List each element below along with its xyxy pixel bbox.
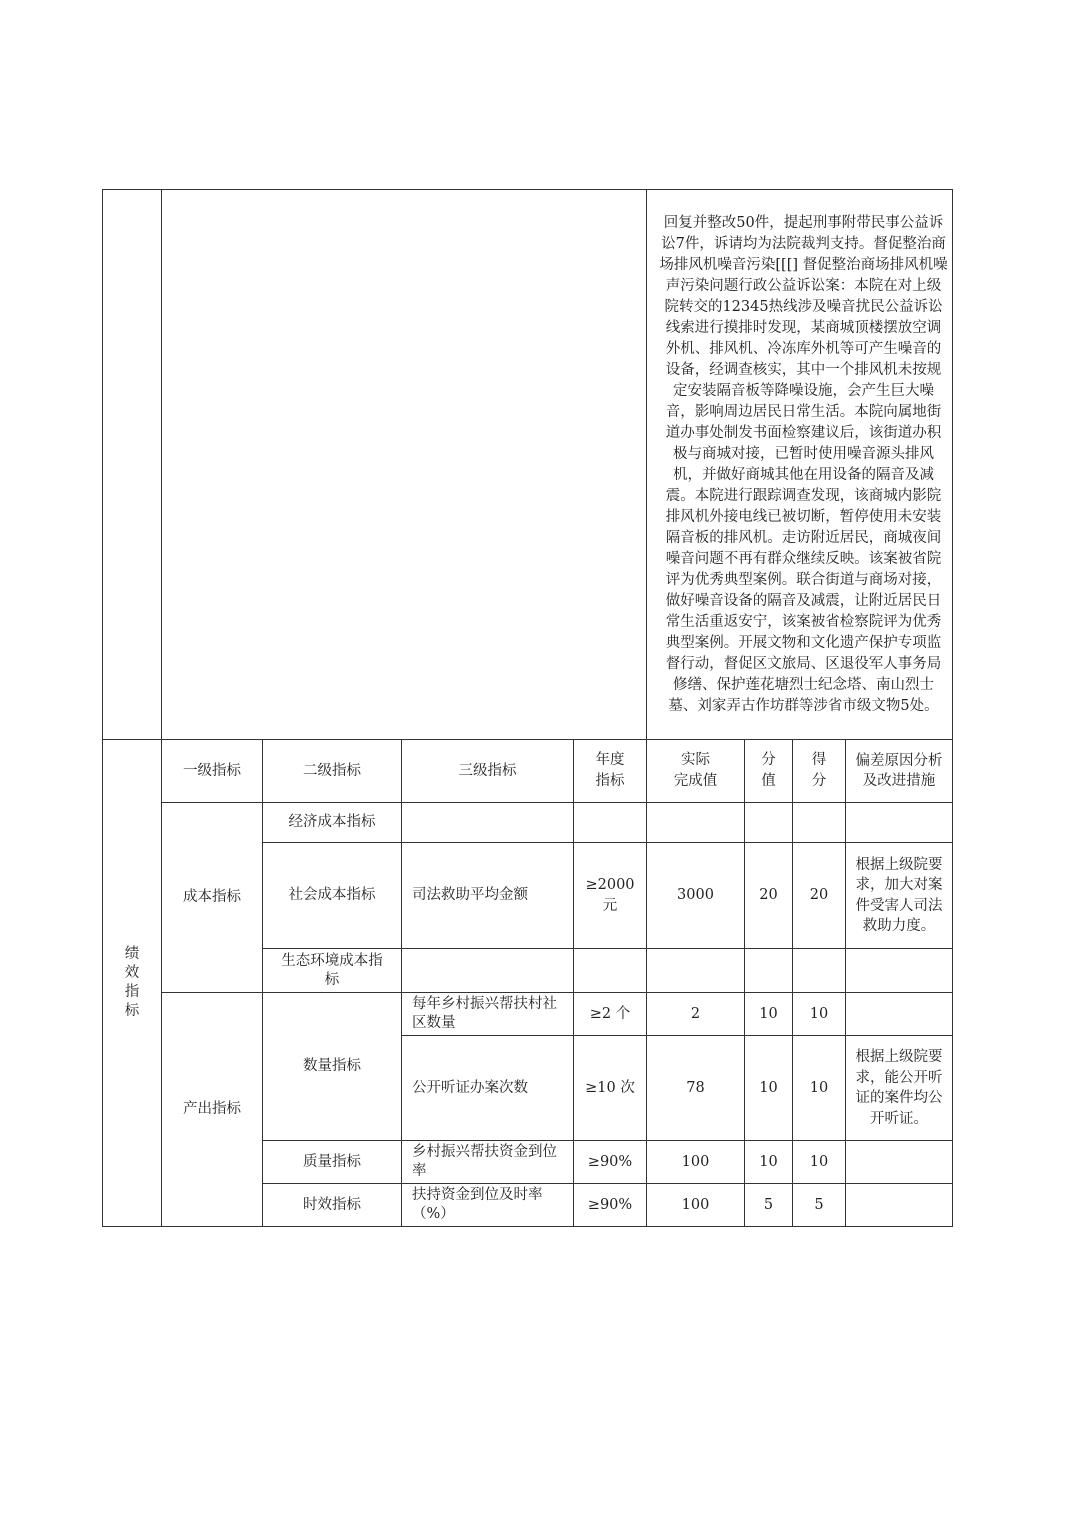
level3-cell: 扶持资金到位及时率（%） — [402, 1184, 574, 1227]
header-score-value: 分 值 — [745, 740, 793, 803]
empty-cell — [162, 190, 647, 740]
empty-cell — [745, 803, 793, 843]
header-score-obtained: 得 分 — [793, 740, 846, 803]
empty-cell — [402, 803, 574, 843]
section-label-char: 指 — [124, 984, 140, 1000]
header-actual-value: 实际 完成值 — [647, 740, 745, 803]
table-row — [103, 803, 953, 843]
annual-target-cell: ≥2000 元 — [574, 843, 647, 949]
empty-cell — [574, 803, 647, 843]
score-value-cell: 10 — [745, 1141, 793, 1184]
empty-cell — [745, 949, 793, 993]
score-obtained-cell: 20 — [793, 843, 846, 949]
empty-cell — [647, 803, 745, 843]
level1-output: 产出指标 — [162, 993, 263, 1227]
empty-cell — [846, 993, 953, 1036]
annual-target-cell: ≥10 次 — [574, 1036, 647, 1141]
narrative-cell — [647, 190, 953, 740]
section-label-char: 绩 — [124, 946, 140, 962]
score-obtained-cell: 10 — [793, 993, 846, 1036]
empty-cell — [647, 949, 745, 993]
empty-cell — [402, 949, 574, 993]
section-label-char: 标 — [124, 1003, 140, 1019]
level2-quality: 质量指标 — [263, 1141, 402, 1184]
score-value-cell: 20 — [745, 843, 793, 949]
score-value-cell: 10 — [745, 1036, 793, 1141]
table-row — [103, 993, 953, 1036]
deviation-cell: 根据上级院要求，能公开听证的案件均公开听证。 — [846, 1036, 953, 1141]
annual-target-cell: ≥90% — [574, 1184, 647, 1227]
annual-target-cell: ≥90% — [574, 1141, 647, 1184]
narrative-row — [103, 190, 953, 740]
annual-target-cell: ≥2 个 — [574, 993, 647, 1036]
header-level2: 二级指标 — [263, 740, 402, 803]
level1-cost: 成本指标 — [162, 803, 263, 993]
score-obtained-cell: 10 — [793, 1141, 846, 1184]
level3-cell: 司法救助平均金额 — [402, 843, 574, 949]
deviation-cell: 根据上级院要求，加大对案件受害人司法救助力度。 — [846, 843, 953, 949]
score-obtained-cell: 10 — [793, 1036, 846, 1141]
header-annual-target: 年度 指标 — [574, 740, 647, 803]
level2-social-cost: 社会成本指标 — [263, 843, 402, 949]
empty-cell — [846, 1184, 953, 1227]
actual-value-cell: 78 — [647, 1036, 745, 1141]
actual-value-cell: 100 — [647, 1141, 745, 1184]
empty-cell — [846, 803, 953, 843]
score-value-cell: 5 — [745, 1184, 793, 1227]
section-label-char: 效 — [124, 965, 140, 981]
level3-cell: 公开听证办案次数 — [402, 1036, 574, 1141]
section-label — [103, 740, 162, 1227]
actual-value-cell: 3000 — [647, 843, 745, 949]
level2-timeliness: 时效指标 — [263, 1184, 402, 1227]
empty-cell — [846, 949, 953, 993]
empty-cell — [793, 949, 846, 993]
level2-eco-cost: 生态环境成本指 标 — [263, 949, 402, 993]
score-value-cell: 10 — [745, 993, 793, 1036]
narrative-text: 回复并整改50件，提起刑事附带民事公益诉讼7件，诉请均为法院裁判支持。督促整治商场排风机噪音污染[[[] 督促整治商场排风机噪声污染问题行政公益诉讼案：本院在对上级院转交的12345热线涉及噪音扰民公益诉讼线索进行摸排时发现，某商城顶楼摆放空调外机、排风机、冷冻库外机等可产生噪音的设备，经调查核实，其中一个排风机未按规定安装隔音板等降噪设施，会产生巨大噪音，影响周边居民日常生活。本院向属地街道办事处制发书面检察建议后，该街道办积极与商城对接，已暂时使用噪音源头排风机，并做好商城其他在用设备的隔音及减震。本院进行跟踪调查发现，该商城内影院排风机外接电线已被切断，暂停使用未安装隔音板的排风机。走访附近居民，商城夜间噪音问题不再有群众继续反映。该案被省院评为优秀典型案例。联合街道与商场对接，做好噪音设备的隔音及减震，让附近居民日常生活重返安宁，该案被省检察院评为优秀典型案例。开展文物和文化遗产保护专项监督行动，督促区文旅局、区退役军人事务局修缮、保护莲花塘烈士纪念塔、南山烈士墓、刘家弄古作坊群等涉省市级文物5处。 — [659, 214, 948, 714]
empty-cell — [103, 190, 162, 740]
level3-cell: 乡村振兴帮扶资金到位率 — [402, 1141, 574, 1184]
level2-quantity: 数量指标 — [263, 993, 402, 1141]
level3-cell: 每年乡村振兴帮扶村社区数量 — [402, 993, 574, 1036]
header-row — [103, 740, 953, 803]
actual-value-cell: 100 — [647, 1184, 745, 1227]
header-level3: 三级指标 — [402, 740, 574, 803]
header-deviation: 偏差原因分析 及改进措施 — [846, 740, 953, 803]
empty-cell — [846, 1141, 953, 1184]
header-level1: 一级指标 — [162, 740, 263, 803]
empty-cell — [574, 949, 647, 993]
level2-economic-cost: 经济成本指标 — [263, 803, 402, 843]
performance-table — [102, 189, 953, 1227]
actual-value-cell: 2 — [647, 993, 745, 1036]
score-obtained-cell: 5 — [793, 1184, 846, 1227]
empty-cell — [793, 803, 846, 843]
